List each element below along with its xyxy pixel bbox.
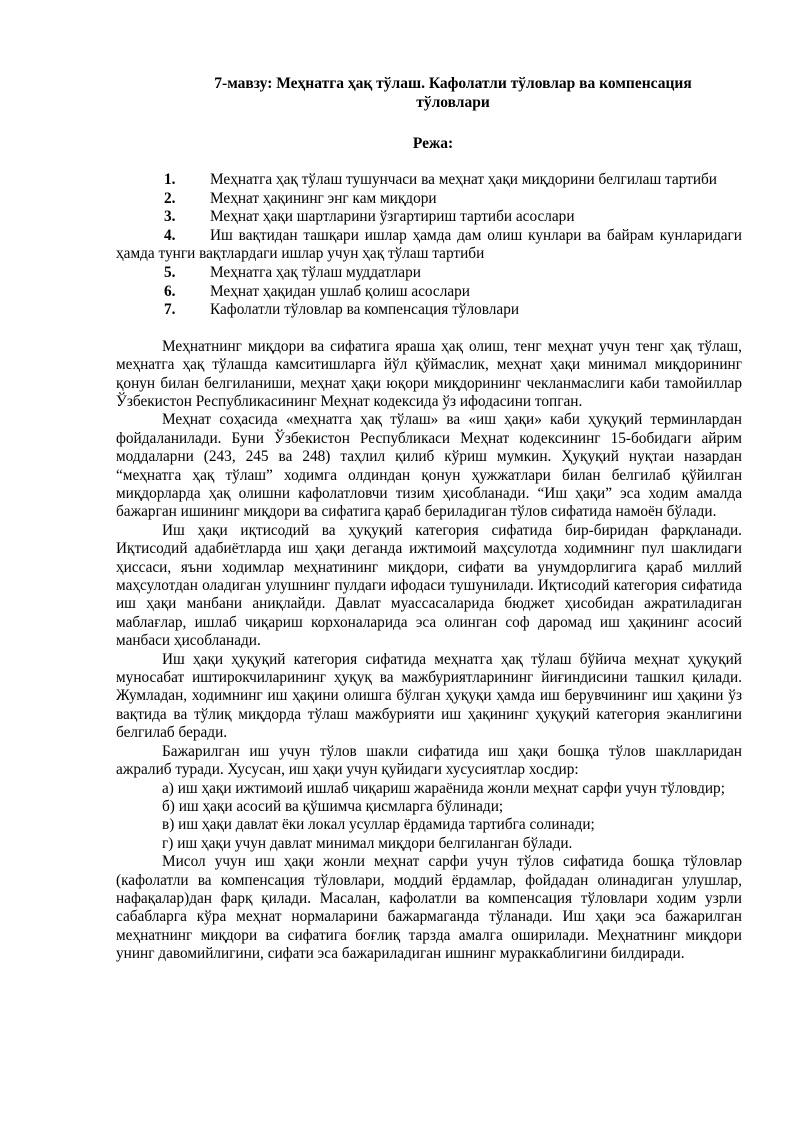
paragraph: Мисол учун иш ҳақи жонли меҳнат сарфи учун тўлов сифатида бошқа тўловлар (кафолатли ва компенсация тўловлари, моддий ёрдамлар, фойдадан олинадиган улушлар, нафақалар)дан фарқ қилади. Масалан, кафолатли ва компенсация тўловлари ходим узрли сабабларга кўра меҳнат нормаларини бажармаганда тўланади. Иш ҳақи эса бажарилган меҳнатнинг миқдори ва сифатига боғлиқ тарзда амалга оширилади. Меҳнатнинг миқдори унинг давомийлигини, сифати эса бажариладиган ишнинг мураккаблигини билдиради. (116, 853, 742, 963)
plan-item (116, 171, 742, 190)
plan-item (116, 301, 742, 320)
paragraph: Иш ҳақи ҳуқуқий категория сифатида меҳнатга ҳақ тўлаш бўйича меҳнат ҳуқуқий муносабат иштирокчиларининг ҳуқуқ ва мажбуриятларининг йиғиндисини ташкил қилади. Жумладан, ходимнинг иш ҳақини олишга бўлган ҳуқуқи ҳамда иш берувчининг иш ҳақини ўз вақтида ва тўлиқ миқдорда тўлаш мажбурияти иш ҳақининг ҳуқуқий категория эканлигини белгилаб беради. (116, 650, 742, 742)
list-item-a: а) иш ҳақи ижтимоий ишлаб чиқариш жараёнида жонли меҳнат сарфи учун тўловдир; (162, 779, 725, 797)
paragraph: Бажарилган иш учун тўлов шакли сифатида иш ҳақи бошқа тўлов шаклларидан ажралиб туради. Хусусан, иш ҳақи учун қуйидаги хусусиятлар хосдир: (116, 742, 742, 779)
list-item-g: г) иш ҳақи учун давлат минимал миқдори белгиланган бўлади. (162, 834, 573, 852)
document-title: 7-мавзу: Меҳнатга ҳақ тўлаш. Кафолатли тўловлар ва компенсация тўловлари (214, 75, 692, 111)
plan-list (116, 171, 742, 320)
plan-item-number: 2. (164, 189, 176, 207)
plan-item-text: Меҳнатга ҳақ тўлаш тушунчаси ва меҳнат ҳақи миқдорини белгилаш тартиби (210, 171, 717, 188)
plan-item (116, 190, 742, 209)
plan-item-text: Меҳнатга ҳақ тўлаш муддатлари (210, 263, 421, 281)
plan-item-number: 5. (164, 263, 176, 281)
paragraph: Меҳнат соҳасида «меҳнатга ҳақ тўлаш» ва «иш ҳақи» каби ҳуқуқий терминлардан фойдаланилади. Буни Ўзбекистон Республикаси Меҳнат кодексининг 15-бобидаги айрим моддаларни (243, 245 ва 248) таҳлил қилиб кўриш мумкин. Ҳуқуқий нуқтаи назардан “меҳнатга ҳақ тўлаш” ходимга олдиндан қонун ҳужжатлари билан белгилаб қўйилган миқдорларда ҳақ олишни кафолатловчи тизим ҳисобланади. “Иш ҳақи” эса ходим амалда бажарган ишининг миқдори ва сифатига қараб бериладиган тўлов сифатида намоён бўлади. (116, 411, 742, 521)
plan-item (116, 264, 742, 283)
plan-item-number: 1. (164, 171, 176, 188)
document-page (116, 74, 742, 964)
body-text (116, 338, 742, 964)
plan-item-number: 4. (164, 226, 176, 244)
plan-item (116, 283, 742, 302)
plan-item-number: 3. (164, 208, 176, 226)
list-item-v: в) иш ҳақи давлат ёки локал усуллар ёрдамида тартибга солинади; (162, 816, 595, 834)
list-item-b: б) иш ҳақи асосий ва қўшимча қисмларга бўлинади; (162, 797, 504, 815)
plan-item-text: Иш вақтидан ташқари ишлар ҳамда дам олиш кунлари ва байрам кунларидаги ҳамда тунги вақтлардаги ишлар учун ҳақ тўлаш тартиби (116, 226, 742, 263)
plan-item-number: 6. (164, 282, 176, 300)
plan-item-text: Меҳнат ҳақининг энг кам миқдори (210, 189, 437, 207)
plan-item-text: Меҳнат ҳақидан ушлаб қолиш асослари (210, 282, 470, 300)
plan-item-text: Кафолатли тўловлар ва компенсация тўловлари (210, 301, 520, 319)
paragraph: Меҳнатнинг миқдори ва сифатига яраша ҳақ олиш, тенг меҳнат учун тенг ҳақ тўлаш, меҳнатга ҳақ тўлашда камситишларга йўл қўймаслик, меҳнат ҳақи минимал миқдорининг қонун билан белгиланиши, меҳнат ҳақи юқори миқдорининг чекланмаслиги каби тамойиллар Ўзбекистон Республикасининг Меҳнат кодексида ўз ифодасини топган. (116, 337, 742, 410)
plan-heading: Режа: (412, 135, 454, 152)
plan-item-number: 7. (164, 301, 176, 319)
paragraph: Иш ҳақи иқтисодий ва ҳуқуқий категория сифатида бир-биридан фарқланади. Иқтисодий адабиётларда иш ҳақи деганда ижтимоий маҳсулотда ходимнинг пул шаклидаги ҳиссаси, яъни ходимлар меҳнатининг миқдори, сифати ва унумдорлигига қараб миллий маҳсулотдан оладиган улушнинг пулдаги ифодаси тушунилади. Иқтисодий категория сифатида иш ҳақи манбани аниқлайди. Давлат муассасаларида бюджет ҳисобидан ажратиладиган маблағлар, ишлаб чиқариш корхоналарида эса олинган соф даромад иш ҳақининг асосий манбаси ҳисобланади. (116, 521, 742, 650)
plan-item-text: Меҳнат ҳақи шартларини ўзгартириш тартиби асослари (210, 208, 575, 226)
plan-item (116, 227, 742, 264)
plan-item (116, 208, 742, 227)
